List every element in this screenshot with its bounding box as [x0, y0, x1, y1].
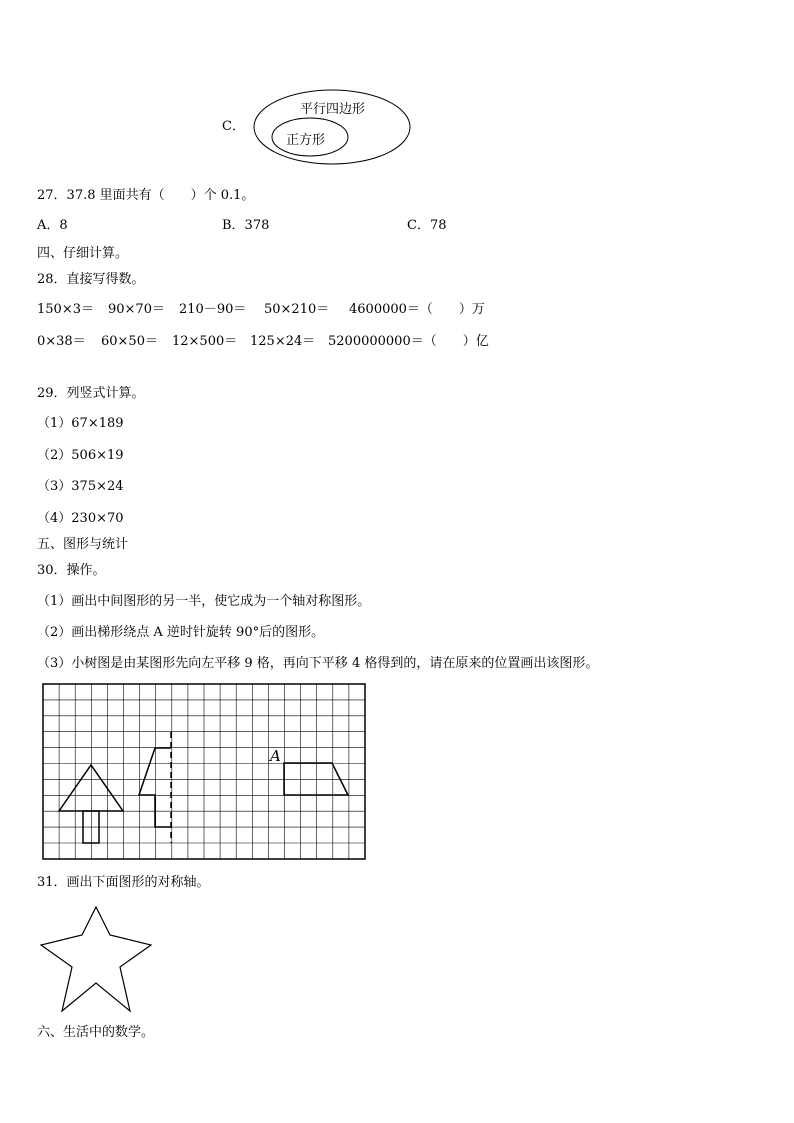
q28-r2-c5: 5200000000＝（ ）亿 — [328, 334, 489, 349]
section-6-heading: 六、生活中的数学。 — [37, 1025, 155, 1040]
q28-r1-c4: 50×210＝ — [264, 302, 330, 317]
drawing-grid — [42, 683, 368, 863]
q29-item-2: （2）506×19 — [37, 448, 124, 463]
q30-item-2: （2）画出梯形绕点 A 逆时针旋转 90°后的图形。 — [37, 625, 325, 640]
section-5-heading: 五、图形与统计 — [37, 537, 129, 552]
half-figure — [139, 748, 171, 827]
q28-r2-c3: 12×500＝ — [172, 334, 238, 349]
section-4-heading: 四、仔细计算。 — [37, 246, 129, 261]
q29-title: 29．列竖式计算。 — [37, 386, 145, 401]
q31-title: 31．画出下面图形的对称轴。 — [37, 875, 210, 890]
q28-r1-c5: 4600000＝（ ）万 — [349, 302, 485, 317]
q27-question: 27．37.8 里面共有（ ）个 0.1。 — [37, 188, 255, 203]
venn-inner-label: 正方形 — [286, 133, 326, 148]
q28-r2-c2: 60×50＝ — [101, 334, 158, 349]
venn-outer-label: 平行四边形 — [300, 102, 366, 117]
grid-lines — [43, 684, 365, 859]
q28-r1-c3: 210－90＝ — [179, 302, 247, 317]
q29-item-4: （4）230×70 — [37, 511, 124, 526]
q29-item-3: （3）375×24 — [37, 479, 124, 494]
six-pointed-star — [38, 905, 156, 1015]
q28-r2-c1: 0×38＝ — [37, 334, 86, 349]
q30-item-3: （3）小树图是由某图形先向左平移 9 格，再向下平移 4 格得到的，请在原来的位置画出该图形。 — [37, 656, 599, 671]
q27-option-c: C．78 — [407, 218, 447, 233]
q27-option-a: A．8 — [37, 218, 68, 233]
option-c-label: C． — [222, 119, 245, 134]
q28-r2-c4: 125×24＝ — [250, 334, 316, 349]
q28-r1-c1: 150×3＝ — [37, 302, 94, 317]
q28-title: 28．直接写得数。 — [37, 272, 145, 287]
q29-item-1: （1）67×189 — [37, 416, 124, 431]
point-a-label: A — [270, 747, 281, 765]
q27-option-b: B．378 — [222, 218, 270, 233]
q30-title: 30．操作。 — [37, 563, 106, 578]
q30-item-1: （1）画出中间图形的另一半，使它成为一个轴对称图形。 — [37, 594, 371, 609]
trapezoid — [284, 763, 348, 795]
q28-r1-c2: 90×70＝ — [108, 302, 165, 317]
